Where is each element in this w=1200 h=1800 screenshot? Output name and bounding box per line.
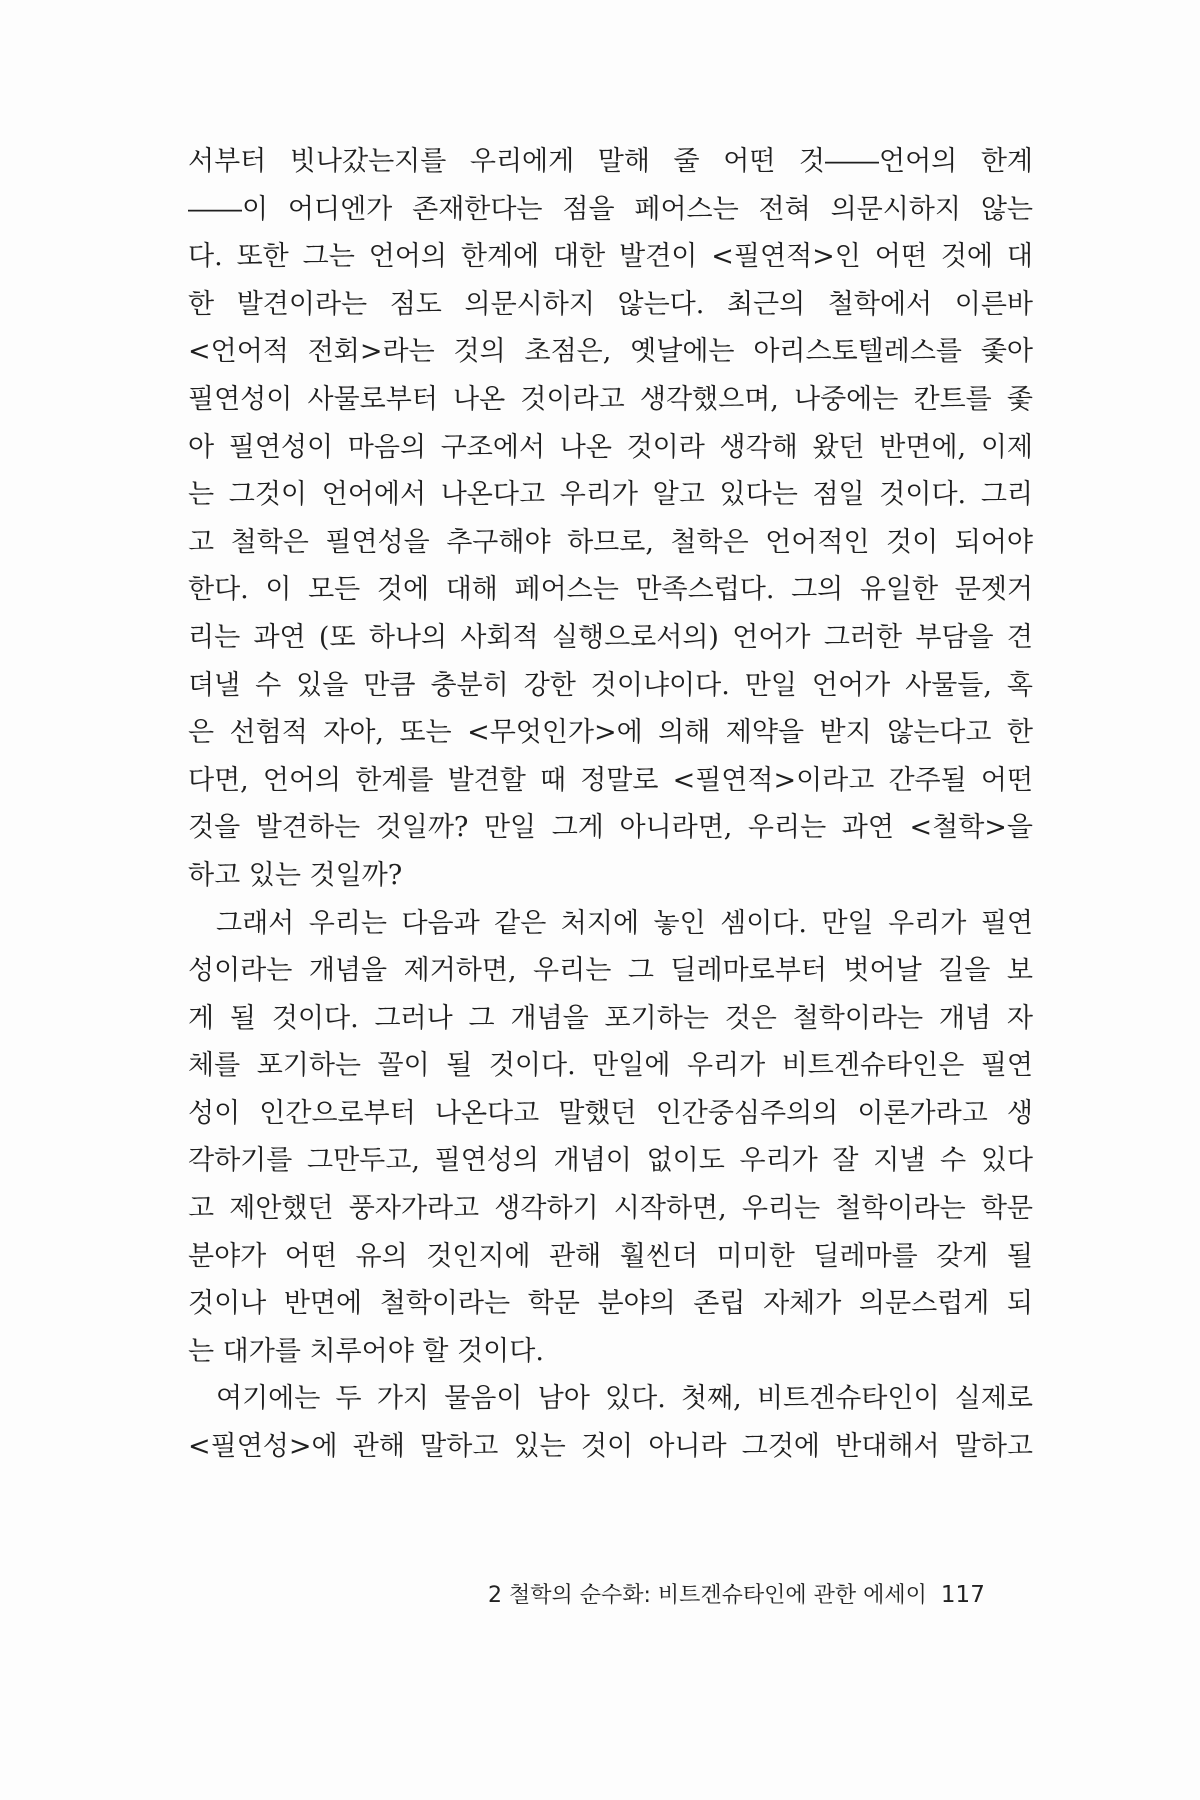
text-line: 게 될 것이다. 그러나 그 개념을 포기하는 것은 철학이라는 개념 자 xyxy=(188,1002,1033,1034)
running-head: 2 철학의 순수화: 비트겐슈타인에 관한 에세이 xyxy=(488,1583,927,1608)
body-text xyxy=(188,138,1033,1471)
text-line: 다. 또한 그는 언어의 한계에 대한 발견이 <필연적>인 어떤 것에 대 xyxy=(188,241,1033,273)
text-line: <필연성>에 관해 말하고 있는 것이 아니라 그것에 반대해서 말하고 xyxy=(188,1431,1033,1463)
text-line: 다면, 언어의 한계를 발견할 때 정말로 <필연적>이라고 간주될 어떤 xyxy=(188,764,1033,796)
text-line: 서부터 빗나갔는지를 우리에게 말해 줄 어떤 것――언어의 한계 xyxy=(188,146,1033,177)
text-line: 고 제안했던 풍자가라고 생각하기 시작하면, 우리는 철학이라는 학문 xyxy=(188,1193,1033,1225)
text-line: 필연성이 사물로부터 나온 것이라고 생각했으며, 나중에는 칸트를 좇 xyxy=(188,383,1033,415)
text-line: 여기에는 두 가지 물음이 남아 있다. 첫째, 비트겐슈타인이 실제로 xyxy=(216,1383,1033,1415)
text-line: 고 철학은 필연성을 추구해야 하므로, 철학은 언어적인 것이 되어야 xyxy=(188,526,1033,558)
text-line: 분야가 어떤 유의 것인지에 관해 훨씬더 미미한 딜레마를 갖게 될 xyxy=(188,1240,1033,1272)
text-line: 그래서 우리는 다음과 같은 처지에 놓인 셈이다. 만일 우리가 필연 xyxy=(216,907,1033,939)
page-footer xyxy=(488,1575,998,1615)
text-line: 하고 있는 것일까? xyxy=(188,859,403,891)
text-line: 은 선험적 자아, 또는 <무엇인가>에 의해 제약을 받지 않는다고 한 xyxy=(188,717,1033,749)
text-line: ――이 어디엔가 존재한다는 점을 페어스는 전혀 의문시하지 않는 xyxy=(188,193,1033,225)
text-line: 것이나 반면에 철학이라는 학문 분야의 존립 자체가 의문스럽게 되 xyxy=(188,1288,1033,1320)
text-line: 성이라는 개념을 제거하면, 우리는 그 딜레마로부터 벗어날 길을 보 xyxy=(188,955,1033,987)
text-line: 것을 발견하는 것일까? 만일 그게 아니라면, 우리는 과연 <철학>을 xyxy=(188,812,1033,844)
text-line: 뎌낼 수 있을 만큼 충분히 강한 것이냐이다. 만일 언어가 사물들, 혹 xyxy=(188,669,1033,701)
page-number: 117 xyxy=(940,1582,985,1608)
text-line: 아 필연성이 마음의 구조에서 나온 것이라 생각해 왔던 반면에, 이제 xyxy=(188,431,1033,463)
text-line: 각하기를 그만두고, 필연성의 개념이 없이도 우리가 잘 지낼 수 있다 xyxy=(188,1145,1033,1177)
text-line: 리는 과연 (또 하나의 사회적 실행으로서의) 언어가 그러한 부담을 견 xyxy=(188,621,1033,653)
text-line: 는 대가를 치루어야 할 것이다. xyxy=(188,1335,544,1367)
text-line: 는 그것이 언어에서 나온다고 우리가 알고 있다는 점일 것이다. 그리 xyxy=(188,479,1033,511)
text-line: 체를 포기하는 꼴이 될 것이다. 만일에 우리가 비트겐슈타인은 필연 xyxy=(188,1050,1033,1082)
text-line: <언어적 전회>라는 것의 초점은, 옛날에는 아리스토텔레스를 좇아 xyxy=(188,336,1033,368)
text-line: 한 발견이라는 점도 의문시하지 않는다. 최근의 철학에서 이른바 xyxy=(188,288,1033,320)
text-line: 한다. 이 모든 것에 대해 페어스는 만족스럽다. 그의 유일한 문젯거 xyxy=(188,574,1033,606)
text-line: 성이 인간으로부터 나온다고 말했던 인간중심주의의 이론가라고 생 xyxy=(188,1097,1033,1129)
